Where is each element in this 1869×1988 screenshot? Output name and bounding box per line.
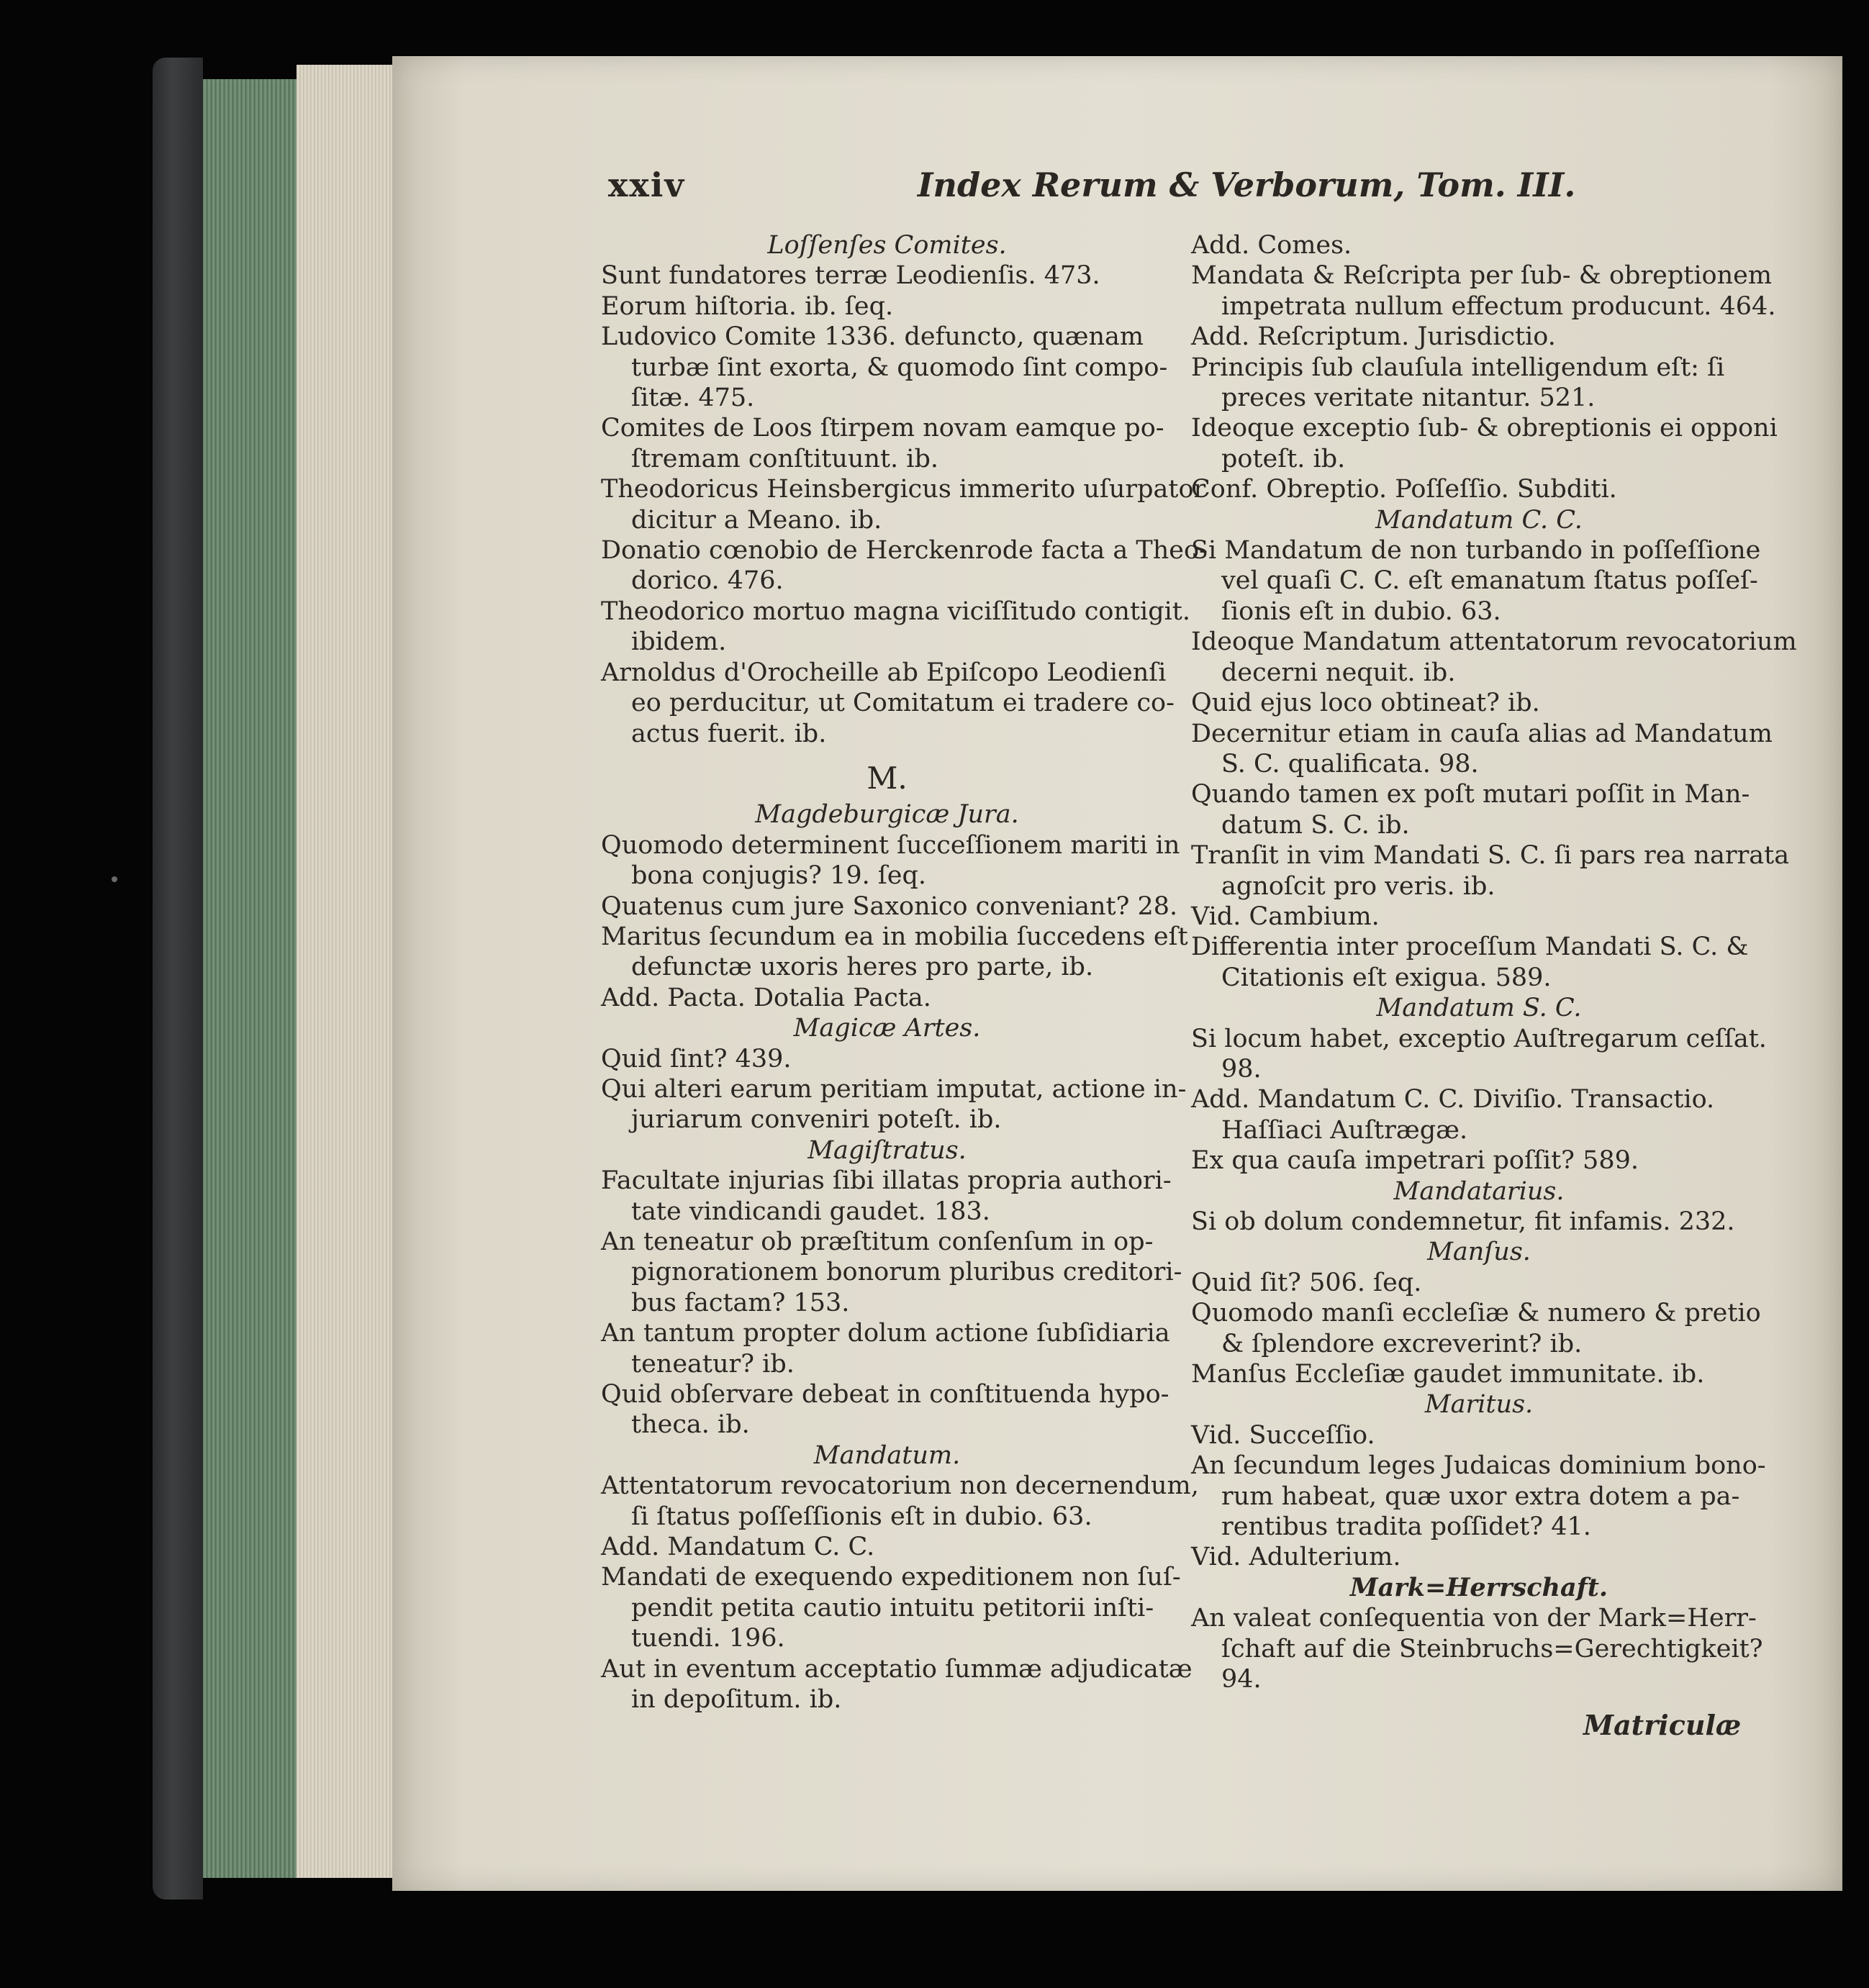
entry-line: defunctæ uxoris heres pro parte, ib. — [631, 953, 1094, 982]
entry-line: datum S. C. ib. — [1221, 810, 1410, 840]
catchword: Matriculæ — [1583, 1709, 1742, 1741]
entry-line: Qui alteri earum peritiam imputat, actione in- — [601, 1074, 1187, 1104]
index-heading — [1191, 1389, 1767, 1420]
entry-line: impetrata nullum effectum producunt. 464. — [1221, 291, 1776, 321]
entry-line: Quatenus cum jure Saxonico conveniant? 28. — [601, 891, 1178, 921]
section-letter — [601, 749, 1173, 799]
index-entry — [601, 260, 1173, 291]
index-heading — [601, 799, 1173, 830]
entry-line: Quando tamen ex poſt mutari poſſit in Man- — [1191, 780, 1750, 809]
entry-line: Mandatum S. C. — [1376, 994, 1582, 1023]
index-entry — [1191, 1298, 1767, 1359]
entry-line: ſtremam conſtituunt. ib. — [631, 444, 938, 473]
entry-line: Add. Pacta. Dotalia Pacta. — [601, 983, 931, 1012]
background-speck — [112, 876, 117, 882]
entry-line: actus fuerit. ib. — [631, 719, 827, 748]
entry-line: Conf. Obreptio. Poſſeſſio. Subditi. — [1191, 475, 1617, 504]
index-heading — [1191, 993, 1767, 1023]
entry-line: 98. — [1221, 1054, 1262, 1084]
index-entry — [1191, 413, 1778, 474]
entry-line: Donatio cœnobio de Herckenrode facta a Theo- — [601, 536, 1208, 566]
entry-line: Quomodo determinent ſucceſſionem mariti in — [601, 830, 1180, 860]
entry-line: An teneatur ob præſtitum conſenſum in op- — [601, 1227, 1154, 1256]
entry-line: Mandata & Reſcripta per ſub- & obreptionem — [1191, 261, 1773, 291]
index-entry — [1191, 840, 1790, 902]
entry-line: Sunt fundatores terræ Leodienſis. 473. — [601, 261, 1100, 291]
index-entry — [1191, 1603, 1767, 1694]
entry-line: ibidem. — [631, 627, 727, 657]
entry-line: Decernitur etiam in cauſa alias ad Mandatum — [1191, 719, 1773, 748]
index-entry — [601, 291, 1173, 322]
entry-line: An ſecundum leges Judaicas dominium bono- — [1191, 1451, 1766, 1481]
entry-line: An tantum propter dolum actione ſubſidiaria — [601, 1319, 1170, 1348]
entry-line: Eorum hiſtoria. ib. ſeq. — [601, 291, 894, 321]
entry-line: teneatur? ib. — [631, 1349, 795, 1379]
page-edges-green — [203, 79, 297, 1878]
entry-line: Aut in eventum acceptatio ſummæ adjudicatæ — [601, 1654, 1193, 1684]
entry-line: bona conjugis? 19. ſeq. — [631, 861, 927, 891]
index-entry — [1191, 1207, 1767, 1237]
index-entry — [1191, 230, 1767, 260]
index-heading — [1191, 1237, 1767, 1267]
index-entry — [1191, 902, 1767, 932]
entry-line: Mandati de exequendo expeditionem non ſuſ- — [601, 1563, 1181, 1592]
index-entry — [601, 1532, 1173, 1562]
entry-line: Magdeburgicæ Jura. — [755, 800, 1019, 830]
entry-line: Ideoque Mandatum attentatorum revocatorium — [1191, 627, 1797, 657]
entry-line: 94. — [1221, 1665, 1262, 1694]
entry-line: tate vindicandi gaudet. 183. — [631, 1197, 990, 1226]
entry-line: S. C. qualificata. 98. — [1221, 749, 1479, 779]
entry-line: ſi ſtatus poſſeſſionis eſt in dubio. 63. — [631, 1502, 1092, 1531]
index-entry — [601, 1074, 1187, 1135]
index-entry — [1191, 260, 1776, 322]
index-entry — [1191, 1084, 1767, 1145]
entry-line: Theodorico mortuo magna viciſſitudo contigit. — [601, 596, 1190, 626]
index-entry — [601, 1044, 1173, 1074]
page-number: xxiv — [608, 165, 686, 204]
entry-line: Add. Comes. — [1191, 231, 1352, 260]
index-heading — [1191, 1573, 1767, 1603]
entry-line: Vid. Cambium. — [1191, 902, 1380, 931]
entry-line: preces veritate nitantur. 521. — [1221, 383, 1596, 413]
index-entry — [601, 1471, 1199, 1532]
entry-line: poteſt. ib. — [1221, 444, 1346, 473]
running-head — [608, 165, 1803, 216]
entry-line: Attentatorum revocatorium non decernendum, — [601, 1471, 1199, 1501]
entry-line: Manſus. — [1427, 1238, 1531, 1267]
index-heading — [1191, 505, 1767, 535]
index-entry — [601, 1227, 1182, 1318]
entry-line: juriarum conveniri poteſt. ib. — [631, 1105, 1002, 1135]
entry-line: Add. Reſcriptum. Jurisdictio. — [1191, 322, 1556, 352]
entry-line: Theodoricus Heinsbergicus immerito uſurpator — [601, 475, 1206, 504]
entry-line: vel quaſi C. C. eſt emanatum ſtatus poſſeſ- — [1221, 566, 1758, 596]
index-entry — [601, 1562, 1181, 1653]
index-entry — [1191, 1420, 1767, 1451]
book-cover-spine — [153, 58, 203, 1900]
index-column-left — [601, 230, 1208, 1715]
entry-line: tuendi. 196. — [631, 1624, 785, 1653]
index-entry — [601, 1166, 1173, 1227]
page-stack — [297, 65, 397, 1878]
index-entry — [1191, 1024, 1767, 1085]
entry-line: An valeat conſequentia von der Mark=Herr- — [1191, 1604, 1757, 1633]
index-heading — [601, 230, 1173, 260]
index-entry — [601, 1379, 1173, 1440]
entry-line: dorico. 476. — [631, 566, 784, 596]
entry-line: Tranſit in vim Mandati S. C. ſi pars rea narrata — [1191, 841, 1790, 871]
index-entry — [1191, 932, 1767, 993]
entry-line: Ex qua cauſa impetrari poſſit? 589. — [1191, 1146, 1639, 1176]
entry-line: Si ob dolum condemnetur, fit infamis. 232. — [1191, 1207, 1735, 1236]
entry-line: Quid ſit? 506. ſeq. — [1191, 1268, 1422, 1297]
entry-line: theca. ib. — [631, 1410, 750, 1440]
index-entry — [1191, 535, 1767, 627]
entry-line: ſchaft auf die Steinbruchs=Gerechtigkeit? — [1221, 1634, 1763, 1664]
entry-line: & ſplendore excreverint? ib. — [1221, 1329, 1583, 1358]
index-entry — [601, 658, 1173, 749]
index-entry — [601, 922, 1188, 983]
index-entry — [1191, 1145, 1767, 1176]
entry-line: Citationis eſt exigua. 589. — [1221, 963, 1552, 992]
index-entry — [601, 535, 1208, 596]
index-entry — [1191, 1542, 1767, 1572]
entry-line: Magiſtratus. — [807, 1135, 967, 1165]
entry-line: Haſſiaci Auſtrægæ. — [1221, 1115, 1468, 1145]
entry-line: Vid. Succeſſio. — [1191, 1420, 1375, 1450]
entry-line: Quid obſervare debeat in conſtituenda hypo- — [601, 1380, 1169, 1410]
index-entry — [1191, 627, 1797, 688]
index-entry — [601, 1318, 1173, 1379]
entry-line: rentibus tradita poſſidet? 41. — [1221, 1512, 1591, 1542]
entry-line: agnoſcit pro veris. ib. — [1221, 871, 1495, 901]
entry-line: turbæ ſint exorta, & quomodo ſint compo- — [631, 353, 1168, 382]
index-entry — [1191, 322, 1767, 352]
entry-line: Mandatarius. — [1393, 1176, 1565, 1206]
entry-line: dicitur a Meano. ib. — [631, 505, 882, 535]
entry-line: pendit petita cautio intuitu petitorii inſti- — [631, 1593, 1154, 1622]
index-entry — [601, 474, 1206, 535]
entry-line: in depoſitum. ib. — [631, 1685, 842, 1715]
index-entry — [601, 413, 1173, 474]
index-entry — [1191, 1451, 1767, 1542]
entry-line: Mandatum C. C. — [1375, 505, 1583, 535]
entry-line: Quomodo manſi eccleſiæ & numero & pretio — [1191, 1299, 1761, 1328]
entry-line: Add. Mandatum C. C. Diviſio. Transactio. — [1191, 1085, 1715, 1115]
index-entry — [601, 891, 1178, 922]
entry-line: Si Mandatum de non turbando in poſſeſſione — [1191, 536, 1761, 566]
entry-line: Ludovico Comite 1336. defuncto, quænam — [601, 322, 1144, 352]
index-entry — [1191, 688, 1767, 718]
index-entry — [601, 596, 1190, 658]
entry-line: pignorationem bonorum pluribus creditori- — [631, 1258, 1182, 1287]
entry-line: Arnoldus d'Orocheille ab Epiſcopo Leodienſi — [601, 658, 1167, 687]
entry-line: Si locum habet, exceptio Auſtregarum ceſſat. — [1191, 1024, 1767, 1053]
entry-line: ſionis eſt in dubio. 63. — [1221, 596, 1501, 626]
index-heading — [601, 1440, 1173, 1471]
entry-line: rum habeat, quæ uxor extra dotem a pa- — [1221, 1481, 1740, 1511]
entry-line: Facultate injurias ſibi illatas propria authori- — [601, 1166, 1172, 1196]
entry-line: Quid ejus loco obtineat? ib. — [1191, 689, 1540, 718]
index-entry — [601, 830, 1180, 891]
index-entry — [1191, 779, 1767, 840]
entry-line: Maritus. — [1424, 1390, 1534, 1420]
index-entry — [601, 1654, 1193, 1715]
entry-line: Ideoque exceptio ſub- & obreptionis ei opponi — [1191, 414, 1778, 443]
index-entry — [1191, 474, 1767, 504]
index-heading — [601, 1135, 1173, 1166]
entry-line: Comites de Loos ſtirpem novam eamque po- — [601, 414, 1164, 443]
index-entry — [1191, 719, 1773, 780]
index-column-right — [1191, 230, 1797, 1695]
running-title: Index Rerum & Verborum, Tom. III. — [918, 165, 1576, 204]
index-entry — [1191, 353, 1767, 414]
entry-line: decerni nequit. ib. — [1221, 658, 1456, 687]
entry-line: Differentia inter proceſſum Mandati S. C. & — [1191, 932, 1749, 962]
entry-line: M. — [866, 760, 908, 796]
entry-line: Add. Mandatum C. C. — [601, 1533, 875, 1562]
entry-line: Mark=Herrschaft. — [1349, 1572, 1608, 1602]
index-heading — [601, 1013, 1173, 1043]
index-entry — [601, 322, 1173, 413]
entry-line: bus factam? 153. — [631, 1288, 850, 1317]
entry-line: eo perducitur, ut Comitatum ei tradere co- — [631, 689, 1175, 718]
entry-line: Principis ſub clauſula intelligendum eſt: ſi — [1191, 353, 1725, 382]
index-heading — [1191, 1176, 1767, 1207]
index-entry — [601, 983, 1173, 1013]
entry-line: Mandatum. — [813, 1440, 961, 1470]
entry-line: Maritus ſecundum ea in mobilia ſuccedens eſt — [601, 922, 1188, 951]
entry-line: Manſus Eccleſiæ gaudet immunitate. ib. — [1191, 1360, 1705, 1389]
entry-line: Quid ſint? 439. — [601, 1044, 792, 1074]
entry-line: Magicæ Artes. — [793, 1014, 981, 1043]
index-entry — [1191, 1359, 1767, 1389]
entry-line: Loſſenſes Comites. — [767, 231, 1007, 260]
entry-line: ſitæ. 475. — [631, 383, 755, 413]
entry-line: Vid. Adulterium. — [1191, 1543, 1401, 1572]
index-entry — [1191, 1268, 1767, 1298]
